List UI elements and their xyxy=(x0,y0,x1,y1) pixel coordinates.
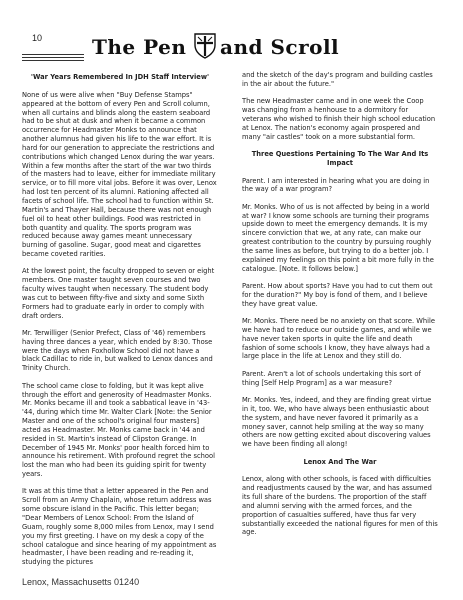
interview-paragraph: Mr. Monks. There need be no anxiety on that score. While we have had to reduce our outside games, and while we have never taken sports in quite the life and death fashion of some schools I know, they have always had a large place in the life at Lenox and they still do. xyxy=(242,317,435,361)
section-heading: Three Questions Pertaining To The War And Its Impact xyxy=(251,149,429,167)
section-heading: Lenox And The War xyxy=(303,457,377,466)
left-column xyxy=(22,71,218,576)
interview-paragraph: Mr. Monks. Who of us is not affected by being in a world at war? I know some schools are turning their programs upside down to meet the emergency demands. It is my sincere conviction that we, at any rate, can make our greatest contribution to the country by pursuing roughly the same lines as before, but trying to do a better job. I explained my feelings on this point a bit more fully in the catalogue. [Note. It follows below.] xyxy=(242,202,434,273)
page-number: 10 xyxy=(32,33,43,43)
article-paragraph: At the lowest point, the faculty dropped to seven or eight members. One master taught seven courses and two faculty wives taught when necessary. The student body was cut to between fifty-five and sixty and some Sixth Formers had to graduate early in order to comply with draft orders. xyxy=(22,267,215,320)
interview-paragraph: Mr. Monks. Yes, indeed, and they are finding great virtue in it, too. We, who have always been enthusiastic about the system, and have never favored it primarily as a money saver, cannot help smiling at the way so many others are now getting excited about discovering values we have been finding all along! xyxy=(242,395,432,449)
article-paragraph: and the sketch of the day's program and building castles in the air about the future." xyxy=(242,71,433,88)
crest-shield-icon xyxy=(194,33,216,59)
right-column xyxy=(242,71,438,591)
masthead-rule xyxy=(22,60,84,61)
interview-paragraph: Parent. Aren't a lot of schools undertaking this sort of thing [Self Help Program] as a war measure? xyxy=(242,369,421,387)
masthead-rule xyxy=(22,54,84,55)
article-paragraph: It was at this time that a letter appeared in the Pen and Scroll from an Army Chaplain, whose return address was some obscure island in the Pacific. This letter began; "Dear Members of Lenox School: From the Island of Guam, roughly some 8,000 miles from Lenox, may I send you my first greeting. I have on my desk a copy of the school catalogue and since hearing of my appointment as headmaster, I have been reading and re-reading it, studying the pictures xyxy=(22,487,217,567)
article-heading: 'War Years Remembered In JDH Staff Interview' xyxy=(30,73,210,81)
footer-location: Lenox, Massachusetts 01240 xyxy=(22,577,140,587)
article-paragraph: None of us were alive when "Buy Defense Stamps" appeared at the bottom of every Pen and Scroll column, when all curtains and blinds along the eastern seaboard had to be shut at dusk and when it became a common occurrence for Headmaster Monks to announce that another alumnus had given his life to the war effort. It is hard for our generation to appreciate the restrictions and contributions which changed Lenox during the war years. Within a few months after the start of the war two thirds of the masters had to leave, either for immediate military service, or to fill more vital jobs. Before it was over, Lenox had lost ten percent of its alumni. Rationing affected all facets of school life. The school had to function within St. Martin's and Thayer Hall, because there was not enough fuel oil to heat other buildings. Food was restricted in both quantity and quality. The sports program was reduced because away games meant unnecessary burning of gasoline. Sugar, good meat and cigarettes became coveted rarities. xyxy=(22,90,217,259)
masthead xyxy=(14,20,454,66)
title-part-1: The Pen xyxy=(92,35,187,59)
article-paragraph: The new Headmaster came and in one week the Coop was changing from a henhouse to a dormitory for veterans who wished to finish their high school education at Lenox. The nation's economy again prospered and many "air castles" took on a more substantial form. xyxy=(242,97,436,141)
article-paragraph: Mr. Terwilliger (Senior Prefect, Class of '46) remembers having three dances a year, which ended by 8:30. Those were the days when Foxhollow School did not have a black Cadillac to ride in, but walked to Lenox dances and Trinity Church. xyxy=(22,328,213,373)
masthead-rule xyxy=(22,57,84,58)
title-part-2: and Scroll xyxy=(220,35,340,59)
interview-paragraph: Parent. I am interested in hearing what you are doing in the way of a war program? xyxy=(242,176,430,194)
article-paragraph: The school came close to folding, but it was kept alive through the effort and generosity of Headmaster Monks. Mr. Monks became ill and took a sabbatical leave in '43-'44, during which time Mr. Walter Clark [Note: the Senior Master and one of the school's original four masters] acted as Headmaster. Mr. Monks came back in '44 and resided in St. Martin's instead of Clipston Grange. In December of 1945 Mr. Monks' poor health forced him to announce his retirement. With profound regret the school lost the man who had been its guiding spirit for twenty years. xyxy=(22,381,215,479)
newsletter-title xyxy=(92,30,452,66)
interview-paragraph: Parent. How about sports? Have you had to cut them out for the duration?" My boy is fond of them, and I believe they have great value. xyxy=(242,282,433,308)
article-paragraph: Lenox, along with other schools, is faced with difficulties and readjustments caused by the war, and has assumed its full share of the burdens. The proportion of the staff and alumni serving with the armed forces, and the proportion of casualties suffered, have thus far very substantially exceeded the national figures for men of this age. xyxy=(242,475,438,537)
